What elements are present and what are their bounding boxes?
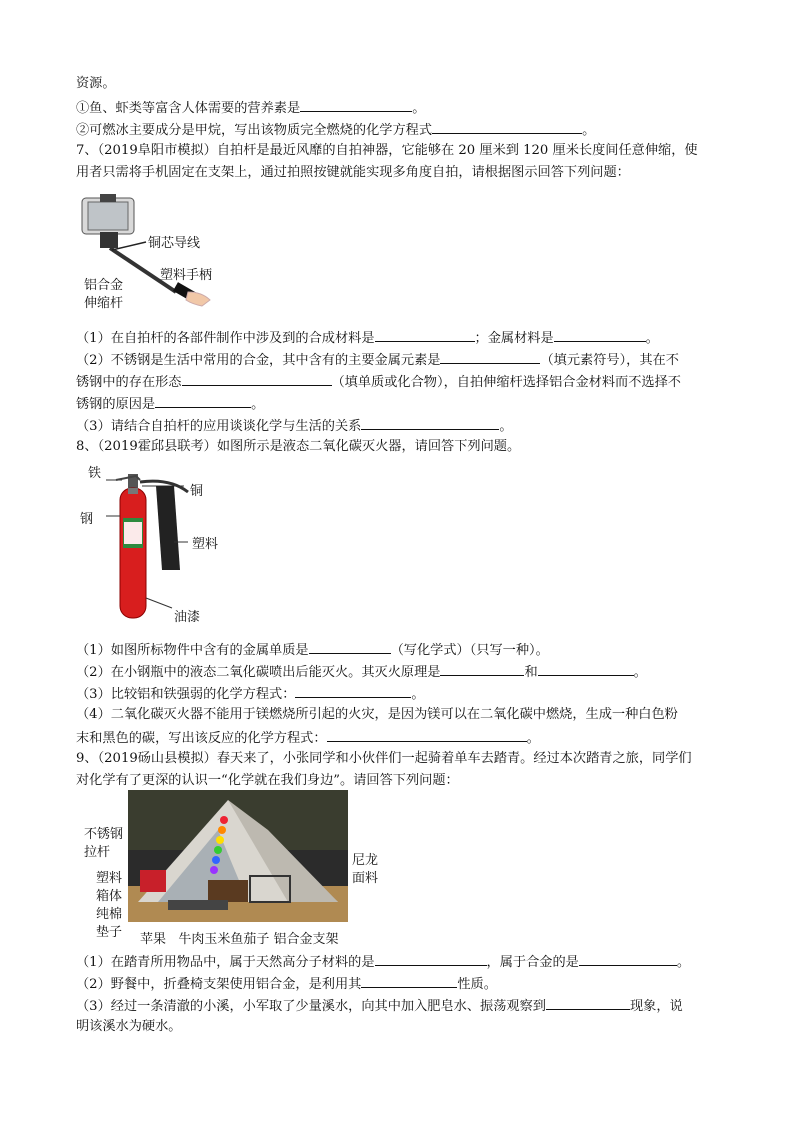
answer-blank[interactable]	[361, 416, 499, 430]
question-7-3: （3）请结合自拍杆的应用谈谈化学与生活的关系 。	[76, 416, 513, 436]
tent-figure	[128, 790, 348, 922]
label-bottom-items: 苹果 牛肉玉米鱼茄子 铝合金支架	[140, 932, 339, 947]
label-copper: 铜	[190, 484, 204, 499]
answer-blank[interactable]	[300, 98, 412, 112]
answer-blank[interactable]	[538, 662, 634, 676]
label-stainless-handle: 不锈钢 拉杆	[84, 827, 124, 860]
extinguisher-image	[76, 458, 246, 628]
answer-blank[interactable]	[361, 974, 457, 988]
label-cotton-mat: 纯棉 垫子	[96, 907, 123, 940]
label-plastic-handle: 塑料手柄	[160, 268, 213, 283]
answer-blank[interactable]	[440, 350, 540, 364]
answer-blank[interactable]	[546, 996, 630, 1010]
answer-blank[interactable]	[579, 952, 677, 966]
question-9-text: 对化学有了更深的认识一“化学就在我们身边”。请回答下列问题：	[76, 773, 459, 788]
question-7-1: （1）在自拍杆的各部件制作中涉及到的合成材料是 ；金属材料是 。	[76, 328, 659, 348]
question-7-2-cont: 锈钢的原因是 。	[76, 394, 264, 414]
question-8-3: （3）比较铝和铁强弱的化学方程式： 。	[76, 684, 425, 704]
question-9-1: （1）在踏青所用物品中，属于天然高分子材料的是 ，属于合金的是 。	[76, 952, 690, 972]
answer-blank[interactable]	[375, 328, 475, 342]
label-nylon-fabric: 尼龙 面料	[352, 853, 379, 886]
answer-blank[interactable]	[182, 372, 332, 386]
label-plastic: 塑料	[192, 537, 219, 552]
text-line: 资源。	[76, 76, 116, 91]
question-7-text: 用者只需将手机固定在支架上，通过拍照按键就能实现多角度自拍，请根据图示回答下列问题：	[76, 165, 630, 180]
label-iron: 铁	[88, 466, 102, 481]
question-7-2-cont: 锈钢中的存在形态 （填单质或化合物），自拍伸缩杆选择铝合金材料而不选择不	[76, 372, 681, 392]
answer-blank[interactable]	[155, 394, 251, 408]
question-6-part-2: ②可燃冰主要成分是甲烷，写出该物质完全燃烧的化学方程式 。	[76, 120, 595, 140]
label-plastic-box: 塑料 箱体	[96, 871, 123, 904]
question-8-4-cont: 末和黑色的碳，写出该反应的化学方程式： 。	[76, 728, 540, 748]
answer-blank[interactable]	[440, 662, 524, 676]
answer-blank[interactable]	[295, 684, 411, 698]
question-9-2: （2）野餐中，折叠椅支架使用铝合金，是利用其 性质。	[76, 974, 497, 994]
question-8-2: （2）在小钢瓶中的液态二氧化碳喷出后能灭火。其灭火原理是 和 。	[76, 662, 647, 682]
question-9-3: （3）经过一条清澈的小溪，小军取了少量溪水，向其中加入肥皂水、振荡观察到 现象，说	[76, 996, 683, 1016]
answer-blank[interactable]	[432, 120, 582, 134]
question-7-2: （2）不锈钢是生活中常用的合金，其中含有的主要金属元素是 （填元素符号），其在不	[76, 350, 679, 370]
label-paint: 油漆	[174, 610, 201, 625]
question-7-text: 7、（2019阜阳市模拟）自拍杆是最近风靡的自拍神器，它能够在 20 厘米到 120 厘米长度间任意伸缩，使	[76, 143, 698, 158]
answer-blank[interactable]	[375, 952, 487, 966]
extinguisher-figure	[76, 458, 246, 628]
label-steel: 钢	[80, 512, 94, 527]
answer-blank[interactable]	[327, 728, 527, 742]
question-9-text: 9、（2019砀山县模拟）春天来了，小张同学和小伙伴们一起骑着单车去踏青。经过本次踏青之旅，同学们	[76, 751, 692, 766]
tent-photo	[128, 790, 348, 922]
answer-blank[interactable]	[309, 640, 391, 654]
question-9-3-cont: 明该溪水为硬水。	[76, 1019, 182, 1034]
question-8-4: （4）二氧化碳灭火器不能用于镁燃烧所引起的火灾，是因为镁可以在二氧化碳中燃烧，生成一种白色粉	[76, 707, 678, 722]
answer-blank[interactable]	[554, 328, 646, 342]
label-aluminum-rod: 铝合金 伸缩杆	[84, 278, 124, 311]
question-6-part-1: ①鱼、虾类等富含人体需要的营养素是 。	[76, 98, 425, 118]
label-copper-wire: 铜芯导线	[148, 236, 201, 251]
question-8-text: 8、（2019霍邱县联考）如图所示是液态二氧化碳灭火器，请回答下列问题。	[76, 439, 521, 454]
question-8-1: （1）如图所标物件中含有的金属单质是 （写化学式）（只写一种）。	[76, 640, 549, 660]
